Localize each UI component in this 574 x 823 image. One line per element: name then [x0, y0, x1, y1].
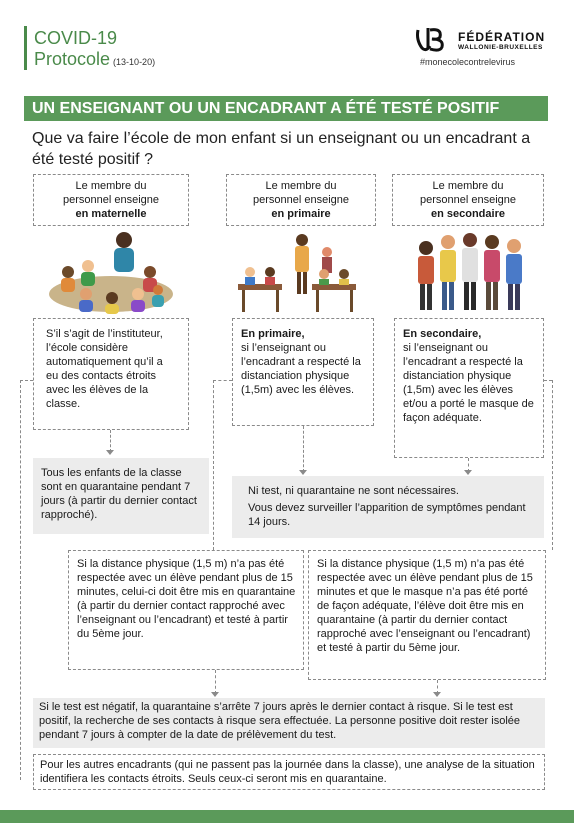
title-banner: UN ENSEIGNANT OU UN ENCADRANT A ÉTÉ TESTÉ POSITIF	[24, 96, 548, 121]
quarantine-text: Tous les enfants de la classe sont en quarantaine pendant 7 jours (à partir du dernier contact rapproché).	[41, 467, 197, 521]
secondaire-text: si l’enseignant ou l’encadrant a respecté la distanciation physique (1,5m) avec les élèves et/ou a porté le masque de façon adéquate.	[403, 342, 534, 424]
category-maternelle	[33, 174, 189, 226]
page-subtitle	[34, 49, 155, 72]
maternelle-illustration	[46, 228, 176, 316]
quarantine-box	[33, 458, 209, 534]
category-line2: personnel enseigne	[419, 194, 517, 206]
arrow-down-icon	[299, 470, 307, 475]
primaire-text: si l’enseignant ou l’encadrant a respecté la distanciation physique (1,5m) avec les élèves.	[241, 342, 361, 396]
connector-line	[552, 380, 553, 550]
protocol-date: (13-10-20)	[113, 57, 156, 67]
connector-line	[213, 380, 214, 550]
no-test-line2: Vous devez surveiller l’apparition de symptômes pendant 14 jours.	[248, 502, 526, 528]
category-line1: Le membre du	[432, 180, 504, 192]
secondaire-box	[394, 318, 544, 458]
category-secondaire	[392, 174, 544, 226]
subtitle-text: Protocole	[34, 49, 111, 69]
category-primaire	[226, 174, 376, 226]
distance-secondaire-box	[308, 550, 546, 680]
connector-line	[20, 380, 21, 780]
connector-line	[213, 380, 232, 381]
category-line1: Le membre du	[265, 180, 337, 192]
connector-line	[110, 430, 111, 452]
maternelle-box	[33, 318, 189, 430]
main-question: Que va faire l’école de mon enfant si un enseignant ou un encadrant a été testé positif ?	[32, 130, 531, 168]
arrow-down-icon	[433, 692, 441, 697]
category-level: en secondaire	[431, 208, 505, 220]
category-level: en maternelle	[75, 208, 147, 220]
test-result-text: Si le test est négatif, la quarantaine s’arrête 7 jours après le dernier contact à risque. Si le test est positif, la recherche de ses contacts à risque sera effectuée. La personne positive doit rester isolée pendant 7 jours à compter de la date de prélèvement du test.	[39, 701, 521, 741]
distance-primaire-box	[68, 550, 304, 670]
secondaire-title: En secondaire,	[403, 328, 482, 340]
distance-secondaire-text: Si la distance physique (1,5 m) n’a pas été respectée avec un élève pendant plus de 15 minutes et que le masque n’a pas été porté de façon adéquate, l’élève doit être mis en quarantaine (à partir du dernier contact rapproché avec l’enseignant ou l’encadrant) et testé à partir du 5ème jour.	[317, 558, 533, 654]
header-accent-bar	[24, 26, 27, 70]
test-result-box	[33, 698, 545, 748]
category-line2: personnel enseigne	[62, 194, 160, 206]
federation-name: FÉDÉRATION	[458, 30, 546, 44]
other-staff-box	[33, 754, 545, 790]
category-line2: personnel enseigne	[252, 194, 350, 206]
secondaire-illustration	[412, 228, 530, 316]
no-test-box	[232, 476, 544, 538]
federation-logo-icon	[414, 24, 450, 54]
no-test-line1: Ni test, ni quarantaine ne sont nécessaires.	[248, 485, 459, 497]
other-staff-text: Pour les autres encadrants (qui ne passent pas la journée dans la classe), une analyse de la situation identifiera les contacts étroits. Seuls ceux-ci seront mis en quarantaine.	[40, 759, 535, 785]
category-level: en primaire	[271, 208, 331, 220]
maternelle-text: S’il s’agit de l’instituteur, l’école considère automatiquement qu’il a eu des contacts étroits avec les élèves de la classe.	[46, 328, 163, 410]
arrow-down-icon	[106, 450, 114, 455]
primaire-title: En primaire,	[241, 328, 305, 340]
connector-line	[215, 670, 216, 694]
arrow-down-icon	[211, 692, 219, 697]
arrow-down-icon	[464, 470, 472, 475]
connector-line	[544, 380, 552, 381]
primaire-box	[232, 318, 374, 426]
primaire-illustration	[232, 230, 362, 316]
distance-primaire-text: Si la distance physique (1,5 m) n’a pas été respectée avec un élève pendant plus de 15 minutes, celui-ci doit être mis en quarantaine (à partir du dernier contact rapproché avec l’enseignant ou l’encadrant) et testé à partir du 5ème jour.	[77, 558, 296, 640]
page-title: COVID-19	[34, 28, 118, 48]
connector-line	[303, 426, 304, 472]
footer-bar	[0, 810, 574, 823]
category-line1: Le membre du	[75, 180, 147, 192]
connector-line	[20, 380, 33, 381]
federation-subname: WALLONIE-BRUXELLES	[458, 44, 543, 51]
hashtag: #monecolecontrelevirus	[420, 57, 516, 67]
